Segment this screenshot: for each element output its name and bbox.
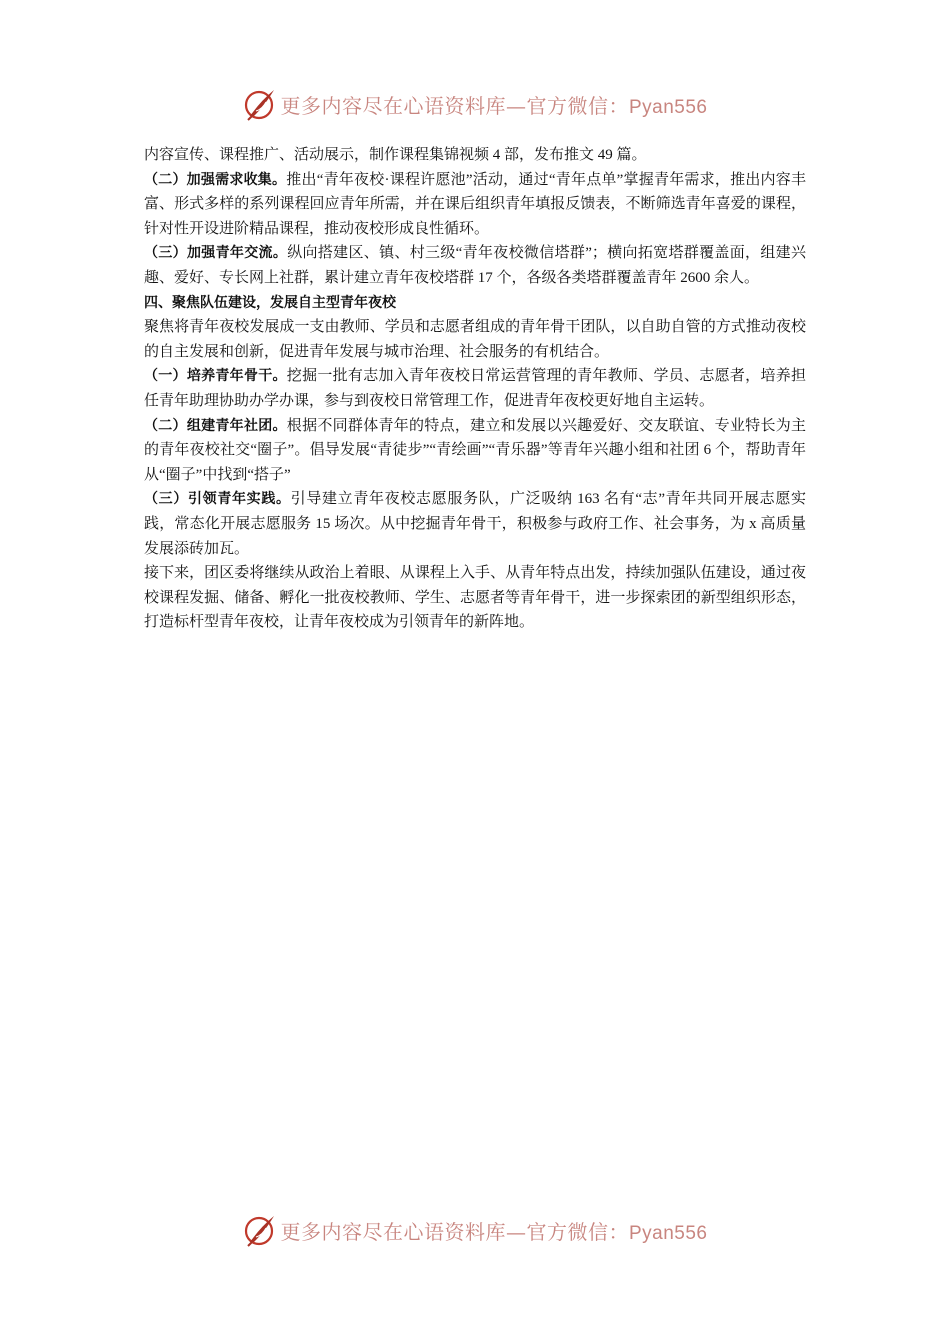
- wechat-id: Pyan556: [628, 1222, 708, 1244]
- paragraph-continuation: 内容宣传、课程推广、活动展示，制作课程集锦视频 4 部，发布推文 49 篇。: [144, 147, 647, 163]
- paragraph-demand-collection: （二）加强需求收集。推出“青年夜校·课程许愿池”活动，通过“青年点单”掌握青年需求，推出内容丰富、形式多样的系列课程回应青年所需，并在课后组织青年填报反馈表，不断筛选青年喜爱的课程，针对性开设进阶精品课程，推动夜校形成良性循环。: [144, 171, 807, 237]
- subheading-youth-exchange: （三）加强青年交流。: [144, 245, 288, 262]
- wechat-id: Pyan556: [628, 96, 708, 118]
- header-watermark-banner: [0, 84, 950, 124]
- subheading-build-clubs: （二）组建青年社团。: [144, 417, 287, 434]
- paragraph-next-steps: 接下来，团区委将继续从政治上着眼、从课程上入手、从青年特点出发，持续加强队伍建设，通过夜校课程发掘、储备、孵化一批夜校教师、学生、志愿者等青年骨干，进一步探索团的新型组织形态，打造标杆型青年夜校，让青年夜校成为引领青年的新阵地。: [144, 565, 806, 631]
- subheading-train-backbone: （一）培养青年骨干。: [144, 368, 287, 385]
- watermark-text: 更多内容尽在心语资料库—官方微信：Pyan556: [280, 1219, 708, 1244]
- paragraph-build-clubs: （二）组建青年社团。根据不同群体青年的特点，建立和发展以兴趣爱好、交友联谊、专业特长为主的青年夜校社交“圈子”。倡导发展“青徒步”“青绘画”“青乐器”等青年兴趣小组和社团 6 个，帮助青年从“圈子”中找到“搭子”: [144, 417, 806, 483]
- paragraph-train-backbone: （一）培养青年骨干。挖掘一批有志加入青年夜校日常运营管理的青年教师、学员、志愿者，培养担任青年助理协助办学办课，参与到夜校日常管理工作，促进青年夜校更好地自主运转。: [144, 368, 806, 409]
- quill-logo-icon: [242, 1212, 278, 1248]
- paragraph-team-building-intro: 聚焦将青年夜校发展成一支由教师、学员和志愿者组成的青年骨干团队，以自助自管的方式推动夜校的自主发展和创新，促进青年发展与城市治理、社会服务的有机结合。: [144, 319, 806, 360]
- paragraph-lead-practice: （三）引领青年实践。引导建立青年夜校志愿服务队，广泛吸纳 163 名有“志”青年共同开展志愿实践，常态化开展志愿服务 15 场次。从中挖掘青年骨干，积极参与政府工作、社会事务，为 x 高质量发展添砖加瓦。: [144, 491, 806, 557]
- document-body: [144, 143, 806, 635]
- footer-watermark-banner: [0, 1210, 950, 1250]
- subheading-demand-collection: （二）加强需求收集。: [144, 171, 287, 188]
- section-heading-4: 四、聚焦队伍建设，发展自主型青年夜校: [144, 294, 396, 311]
- subheading-lead-practice: （三）引领青年实践。: [144, 491, 291, 508]
- watermark-text: 更多内容尽在心语资料库—官方微信：Pyan556: [280, 93, 708, 118]
- paragraph-youth-exchange: （三）加强青年交流。纵向搭建区、镇、村三级“青年夜校微信塔群”；横向拓宽塔群覆盖面，组建兴趣、爱好、专长网上社群，累计建立青年夜校塔群 17 个，各级各类塔群覆盖青年 2600 余人。: [144, 245, 806, 286]
- quill-logo-icon: [242, 86, 278, 122]
